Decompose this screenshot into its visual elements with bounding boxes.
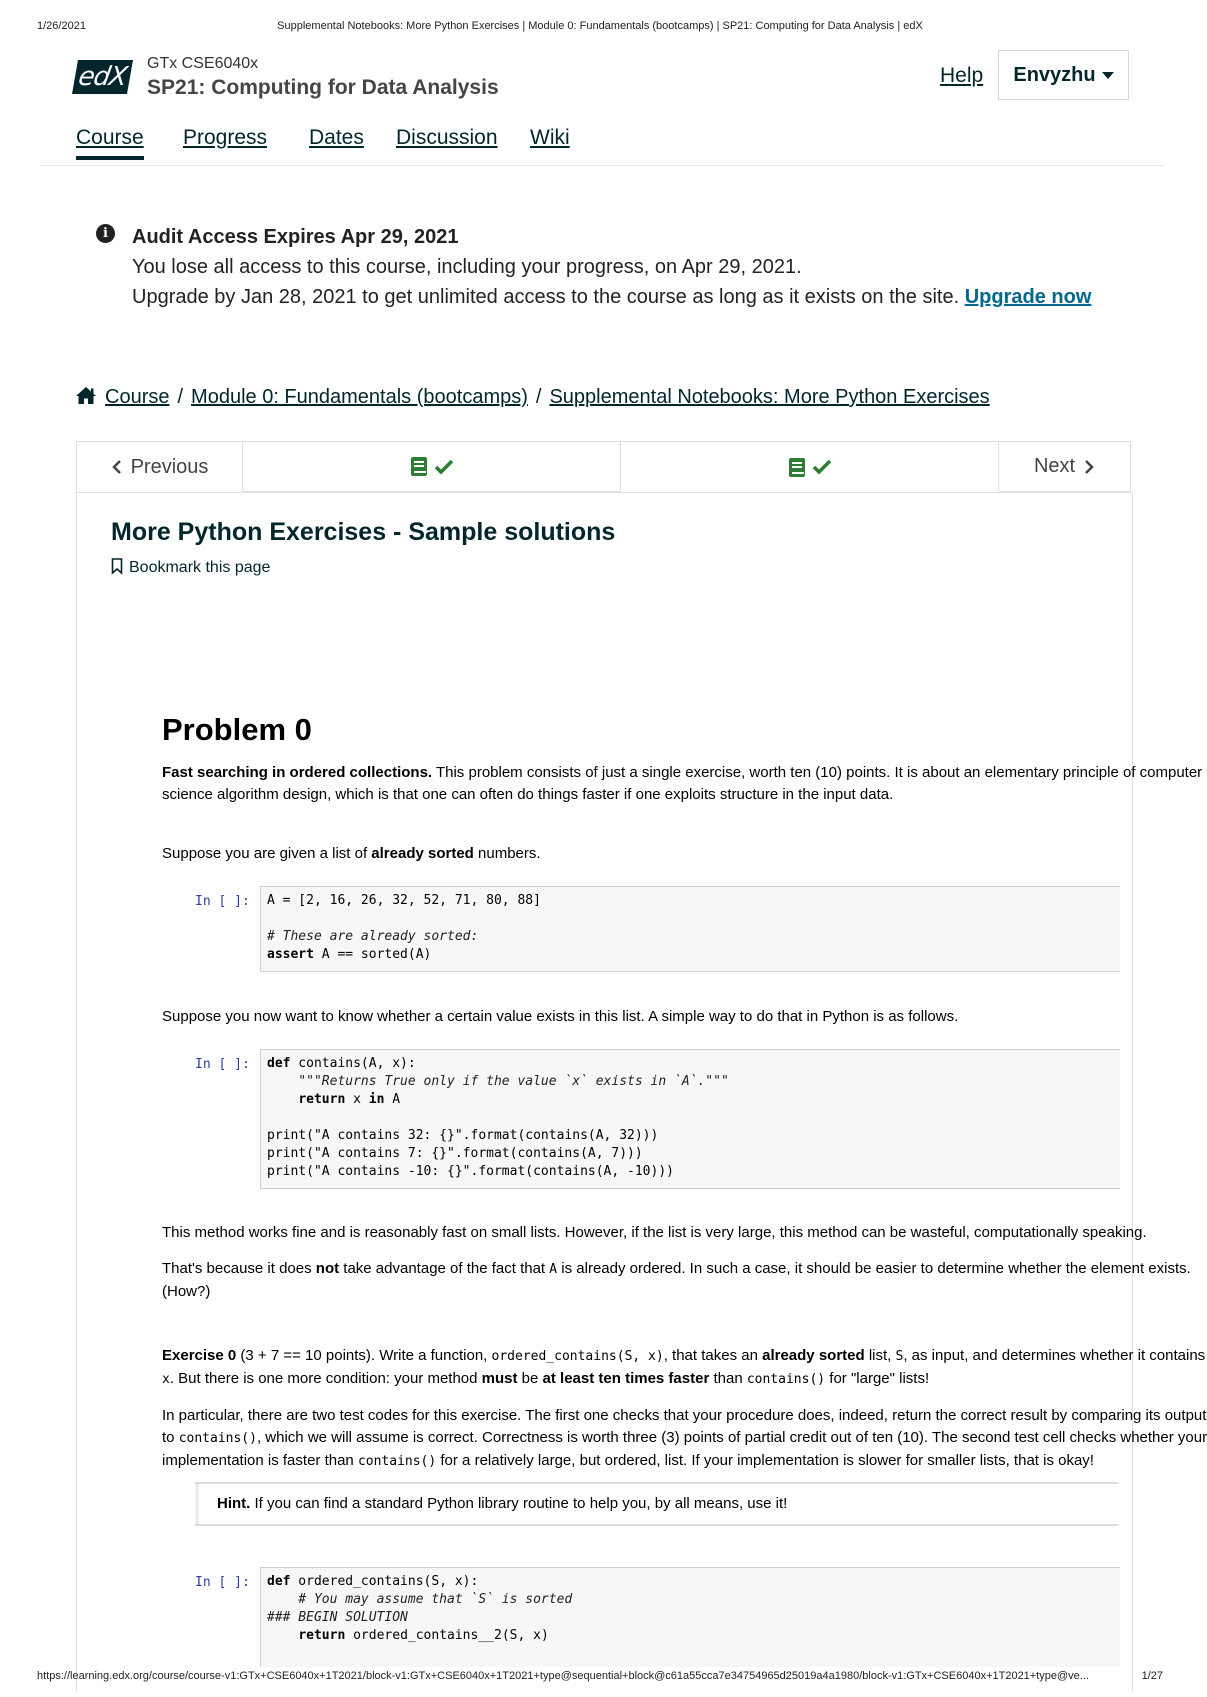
code-cell-3[interactable] <box>260 1567 1120 1667</box>
para-how: (How?) <box>162 1283 211 1300</box>
check-icon <box>812 459 832 475</box>
book-icon <box>410 456 428 477</box>
notebook-intro <box>162 762 1203 806</box>
code-line: contains(A, x): <box>290 1056 416 1071</box>
because-code: A <box>549 1262 558 1277</box>
code-keyword: assert <box>267 947 314 962</box>
exercise-text: , that takes an <box>663 1347 763 1364</box>
next-label: Next <box>1033 455 1076 477</box>
alert-line1: You lose all access to this course, including your progress, on Apr 29, 2021. <box>132 256 802 278</box>
code-cell-1[interactable] <box>260 886 1120 972</box>
particular-code: contains() <box>178 1431 257 1446</box>
breadcrumb-separator: / <box>177 386 184 408</box>
particular-line1: In particular, there are two test codes for this exercise. The first one checks that your procedure does, indeed, return the correct result by comparing its output <box>162 1407 1207 1424</box>
print-date: 1/26/2021 <box>37 20 86 32</box>
exercise-code: contains() <box>746 1372 826 1387</box>
upgrade-link[interactable]: Upgrade now <box>964 286 1092 308</box>
sequence-unit-1[interactable] <box>243 442 621 492</box>
alert-line2-text: Upgrade by Jan 28, 2021 to get unlimited access to the course as long as it exists on the site. <box>132 286 960 308</box>
code-keyword: return <box>298 1628 346 1643</box>
code-comment: ### BEGIN SOLUTION <box>267 1610 408 1625</box>
cell-prompt: In [ ]: <box>195 1575 250 1590</box>
breadcrumb-separator: / <box>535 386 542 408</box>
code-line: ordered_contains__2(S, x) <box>345 1628 549 1643</box>
hint-box <box>195 1482 1118 1526</box>
breadcrumb-module[interactable]: Module 0: Fundamentals (bootcamps) <box>191 386 528 408</box>
header-divider <box>40 165 1164 166</box>
exercise-text: (3 + 7 == 10 points). Write a function, <box>236 1347 492 1364</box>
particular-text: to <box>162 1429 179 1446</box>
previous-button[interactable] <box>77 442 243 492</box>
code-indent <box>267 1092 298 1107</box>
sorted-pre: Suppose you are given a list of <box>162 845 372 862</box>
para-contains: Suppose you now want to know whether a certain value exists in this list. A simple way to do that in Python is as follows. <box>162 1008 959 1025</box>
check-icon <box>434 459 454 475</box>
because-bold: not <box>315 1260 340 1277</box>
breadcrumb-sequence[interactable]: Supplemental Notebooks: More Python Exercises <box>549 386 990 408</box>
unit-title: More Python Exercises - Sample solutions <box>111 518 616 546</box>
para-because <box>162 1258 1191 1303</box>
hint-text: If you can find a standard Python library routine to help you, by all means, use it! <box>250 1495 788 1512</box>
tab-wiki[interactable]: Wiki <box>530 126 570 149</box>
notebook-heading: Problem 0 <box>162 712 312 747</box>
intro-bold: Fast searching in ordered collections. <box>162 764 433 781</box>
sequence-unit-2-active[interactable] <box>621 442 999 492</box>
user-menu-button[interactable] <box>998 50 1129 100</box>
particular-text: implementation is faster than <box>162 1452 358 1469</box>
exercise-text: be <box>517 1370 543 1387</box>
tab-dates[interactable]: Dates <box>309 126 364 149</box>
chevron-right-icon <box>1083 459 1095 475</box>
code-comment: # These are already sorted: <box>267 929 479 944</box>
bookmark-label: Bookmark this page <box>129 559 271 576</box>
audit-alert <box>132 222 1092 312</box>
print-doc-title: Supplemental Notebooks: More Python Exercises | Module 0: Fundamentals (bootcamps) | SP21: Computing for Data Analysis | edX <box>277 20 923 32</box>
hint-bold: Hint. <box>217 1495 251 1512</box>
code-keyword: def <box>267 1056 291 1071</box>
print-url: https://learning.edx.org/course/course-v1:GTx+CSE6040x+1T2021/block-v1:GTx+CSE6040x+1T2021+type@sequential+block@c61a55cca7e34754965d25019a4a1980/block-v1:GTx+CSE6040x+1T2021+type@ve... <box>37 1670 1089 1682</box>
exercise-bold: must <box>481 1370 518 1387</box>
exercise-text: than <box>709 1370 747 1387</box>
code-keyword: def <box>267 1574 291 1589</box>
edx-logo[interactable]: edX <box>72 60 133 94</box>
exercise-description <box>162 1345 1206 1391</box>
code-keyword: in <box>368 1092 385 1107</box>
breadcrumb-course[interactable]: Course <box>105 386 170 408</box>
alert-line2 <box>132 282 1092 312</box>
because-pre: That's because it does <box>162 1260 316 1277</box>
help-link[interactable]: Help <box>940 64 984 87</box>
bookmark-button[interactable] <box>111 558 270 577</box>
intro-line2: science algorithm design, which is that one can often do things faster if one exploits structure in the input data. <box>162 786 894 803</box>
user-name: Envyzhu <box>1013 64 1096 86</box>
code-line: A <box>384 1092 401 1107</box>
because-post: is already ordered. In such a case, it should be easier to determine whether the element exists. <box>557 1260 1191 1277</box>
code-comment: # You may assume that `S` is sorted <box>267 1592 573 1607</box>
code-line: ordered_contains(S, x): <box>290 1574 479 1589</box>
exercise-text: , as input, and determines whether it contains <box>903 1347 1206 1364</box>
home-icon <box>75 386 97 405</box>
code-docstring: """Returns True only if the value `x` exists in `A`.""" <box>267 1074 729 1089</box>
book-icon <box>788 457 806 478</box>
sorted-bold: already sorted <box>371 845 474 862</box>
alert-title: Audit Access Expires Apr 29, 2021 <box>132 226 459 248</box>
code-cell-2[interactable] <box>260 1049 1120 1189</box>
exercise-code: ordered_contains(S, x) <box>491 1349 664 1364</box>
para-particular <box>162 1405 1207 1473</box>
tab-course[interactable]: Course <box>76 126 144 160</box>
cell-prompt: In [ ]: <box>195 894 250 909</box>
para-works: This method works fine and is reasonably fast on small lists. However, if the list is very large, this method can be wasteful, computationally speaking. <box>162 1224 1147 1241</box>
particular-text: for a relatively large, but ordered, list. If your implementation is slower for smaller lists, that is okay! <box>436 1452 1094 1469</box>
previous-label: Previous <box>130 455 209 478</box>
code-line: A = [2, 16, 26, 32, 52, 71, 80, 88] <box>267 893 541 908</box>
code-line: print("A contains -10: {}".format(contains(A, -10))) <box>267 1164 674 1179</box>
exercise-code: S <box>895 1349 904 1364</box>
exercise-text: . But there is one more condition: your method <box>169 1370 482 1387</box>
code-line: print("A contains 7: {}".format(contains(A, 7))) <box>267 1146 643 1161</box>
tab-progress[interactable]: Progress <box>183 126 268 149</box>
code-keyword: return <box>298 1092 346 1107</box>
print-page-number: 1/27 <box>1141 1670 1163 1682</box>
next-button[interactable] <box>999 442 1130 492</box>
code-line: x <box>345 1092 369 1107</box>
cell-prompt: In [ ]: <box>195 1057 250 1072</box>
because-mid: take advantage of the fact that <box>339 1260 550 1277</box>
sorted-post: numbers. <box>473 845 541 862</box>
code-indent <box>267 1628 298 1643</box>
exercise-text: for "large" lists! <box>825 1370 930 1387</box>
chevron-left-icon <box>111 459 123 475</box>
tab-discussion[interactable]: Discussion <box>396 126 498 149</box>
exercise-bold: already sorted <box>762 1347 865 1364</box>
course-title: SP21: Computing for Data Analysis <box>147 76 499 99</box>
particular-text: , which we will assume is correct. Correctness is worth three (3) points of partial credit out of ten (10). The second test cell checks whether your <box>256 1429 1207 1446</box>
breadcrumb <box>75 386 990 409</box>
exercise-code: x <box>162 1372 170 1387</box>
exercise-text: list, <box>864 1347 896 1364</box>
code-line: A == sorted(A) <box>313 947 432 962</box>
sequence-navigation <box>76 441 1131 493</box>
intro-text: This problem consists of just a single exercise, worth ten (10) points. It is about an elementary principle of computer <box>432 764 1203 781</box>
info-icon: i <box>96 224 115 243</box>
caret-down-icon <box>1102 72 1114 79</box>
particular-code: contains() <box>357 1454 437 1469</box>
exercise-label: Exercise 0 <box>162 1347 237 1364</box>
exercise-bold: at least ten times faster <box>542 1370 710 1387</box>
code-line: print("A contains 32: {}".format(contains(A, 32))) <box>267 1128 659 1143</box>
para-sorted <box>162 843 1118 865</box>
course-org: GTx CSE6040x <box>147 55 259 72</box>
bookmark-icon <box>111 558 123 574</box>
